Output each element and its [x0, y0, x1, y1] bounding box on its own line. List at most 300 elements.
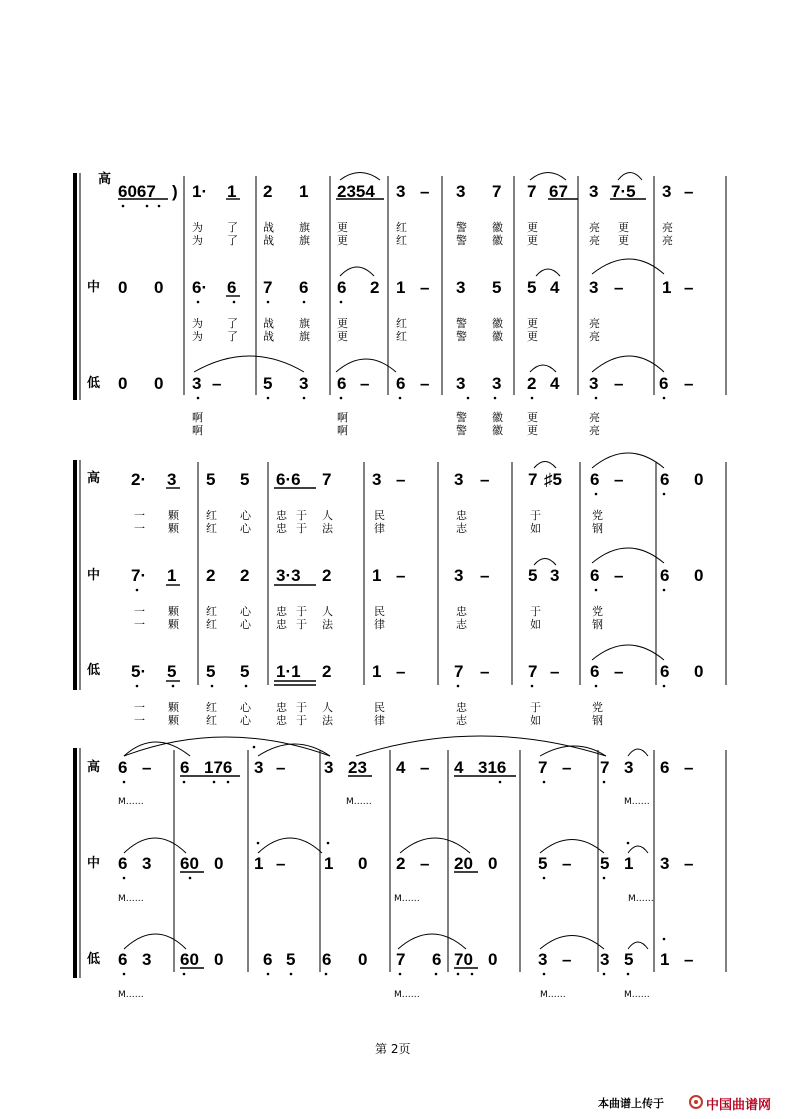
note: 0	[214, 950, 224, 969]
hum-mark: M……	[118, 797, 144, 807]
note: 3	[456, 182, 466, 201]
lyric: 于	[296, 618, 307, 631]
note: 6067	[118, 182, 156, 201]
note: 6	[227, 278, 237, 297]
note: 5	[527, 278, 537, 297]
note: 3	[454, 566, 464, 585]
lyric: 亮	[589, 317, 600, 330]
note: –	[420, 374, 430, 393]
lyric: 徽	[492, 234, 503, 247]
note: 5	[240, 662, 250, 681]
lyric: 忠	[276, 605, 287, 618]
note: 1	[299, 182, 309, 201]
lyric: 亮	[662, 221, 673, 234]
note: 60	[180, 854, 199, 873]
hum-mark: M……	[346, 797, 372, 807]
lyric: 忠	[456, 509, 467, 522]
note: 6	[118, 854, 128, 873]
lyric: 亮	[589, 330, 600, 343]
lyric: 战	[263, 317, 274, 330]
note: )	[172, 182, 178, 201]
lyric: 一	[134, 522, 145, 535]
lyric: 律	[374, 618, 385, 631]
note: –	[614, 374, 624, 393]
lyric: 于	[530, 509, 541, 522]
note: 5	[286, 950, 296, 969]
voice-label-mid: 中	[87, 568, 101, 583]
lyric: 民	[374, 605, 385, 618]
note: 3	[550, 566, 560, 585]
note: 1	[662, 278, 672, 297]
note: 316	[478, 758, 507, 777]
site-name[interactable]: 中国曲谱网	[706, 1098, 772, 1113]
note: 6	[432, 950, 442, 969]
lyric: 警	[456, 221, 467, 234]
note: –	[684, 278, 694, 297]
lyric: 啊	[192, 424, 203, 437]
note: 3	[142, 854, 152, 873]
note: 1	[372, 566, 382, 585]
note: 7	[396, 950, 406, 969]
note: 3	[192, 374, 202, 393]
hum-mark: M……	[118, 990, 144, 1000]
note: 3	[324, 758, 334, 777]
note: 3	[662, 182, 672, 201]
note: 5	[206, 470, 216, 489]
lyric: 更	[337, 234, 348, 247]
note: 3	[254, 758, 264, 777]
lyric: 钢	[592, 522, 603, 535]
note: 23	[348, 758, 367, 777]
note: 3	[624, 758, 634, 777]
note: 0	[118, 374, 128, 393]
lyric: 徽	[492, 424, 503, 437]
note: 5	[528, 566, 538, 585]
lyric: 更	[618, 221, 629, 234]
lyric: 亮	[589, 411, 600, 424]
lyric: 颗	[168, 701, 179, 714]
lyric: 红	[396, 317, 407, 330]
lyric: 钢	[592, 714, 603, 727]
note: 3	[299, 374, 309, 393]
hum-mark: M……	[624, 797, 650, 807]
lyric: 了	[227, 234, 238, 247]
note: 6	[118, 950, 128, 969]
lyric: 人	[322, 701, 333, 714]
note: 1·	[192, 182, 208, 201]
note: 0	[694, 470, 704, 489]
lyric: 志	[456, 618, 467, 631]
note: –	[562, 854, 572, 873]
note: 1	[372, 662, 382, 681]
note: 5	[263, 374, 273, 393]
note: –	[420, 758, 430, 777]
note: 1	[254, 854, 264, 873]
lyric: 更	[337, 317, 348, 330]
lyric: 于	[296, 509, 307, 522]
lyric: 红	[206, 509, 217, 522]
note: 5	[600, 854, 610, 873]
lyric: 红	[206, 605, 217, 618]
lyric: 警	[456, 234, 467, 247]
note: 0	[694, 566, 704, 585]
note: 3	[142, 950, 152, 969]
lyric: 心	[240, 509, 251, 522]
lyric: 颗	[168, 714, 179, 727]
note: 5	[167, 662, 177, 681]
note: –	[684, 374, 694, 393]
lyric: 旗	[299, 317, 310, 330]
lyric: 亮	[589, 424, 600, 437]
note: –	[142, 758, 152, 777]
lyric: 战	[263, 234, 274, 247]
note: 2·	[131, 470, 147, 489]
lyric: 忠	[276, 714, 287, 727]
lyric: 旗	[299, 221, 310, 234]
note: 6	[263, 950, 273, 969]
lyric: 一	[134, 618, 145, 631]
lyric: 了	[227, 221, 238, 234]
note: –	[396, 662, 406, 681]
lyric: 红	[396, 234, 407, 247]
lyric: 为	[192, 221, 203, 234]
lyric: 徽	[492, 221, 503, 234]
lyric: 党	[592, 605, 603, 618]
lyric: 警	[456, 411, 467, 424]
note: 6	[660, 758, 670, 777]
note: –	[562, 758, 572, 777]
note: 7	[322, 470, 332, 489]
note: 1	[324, 854, 334, 873]
note: 67	[549, 182, 568, 201]
note: 4	[396, 758, 406, 777]
note: 1	[624, 854, 634, 873]
lyric: 更	[527, 411, 538, 424]
lyric: 人	[322, 605, 333, 618]
lyric: 于	[296, 714, 307, 727]
note: 7	[454, 662, 464, 681]
lyric: 志	[456, 714, 467, 727]
note: 5	[240, 470, 250, 489]
note: 3	[589, 278, 599, 297]
note: 3	[396, 182, 406, 201]
lyric: 志	[456, 522, 467, 535]
note: 7	[527, 182, 537, 201]
note: 4	[550, 374, 560, 393]
note: –	[360, 374, 370, 393]
lyric: 更	[618, 234, 629, 247]
lyric: 啊	[192, 411, 203, 424]
lyric: 忠	[276, 509, 287, 522]
lyric: 为	[192, 234, 203, 247]
lyric: 党	[592, 701, 603, 714]
note: 176	[204, 758, 233, 777]
hum-mark: M……	[394, 894, 420, 904]
lyric: 颗	[168, 605, 179, 618]
note: 6	[337, 278, 347, 297]
lyric: 红	[206, 701, 217, 714]
note: 0	[358, 950, 368, 969]
lyric: 为	[192, 330, 203, 343]
hum-mark: M……	[540, 990, 566, 1000]
note: 0	[154, 374, 164, 393]
note: 1	[396, 278, 406, 297]
note: 0	[694, 662, 704, 681]
note: –	[684, 854, 694, 873]
note: 60	[180, 950, 199, 969]
note: –	[480, 662, 490, 681]
note: 6	[322, 950, 332, 969]
voice-label-mid: 中	[87, 856, 101, 871]
note: 6	[590, 566, 600, 585]
note: 3	[167, 470, 177, 489]
lyric: 于	[296, 701, 307, 714]
lyric: 警	[456, 330, 467, 343]
note: 6	[299, 278, 309, 297]
note: 3	[456, 374, 466, 393]
lyric: 忠	[276, 618, 287, 631]
note: 6	[660, 662, 670, 681]
note: 3	[456, 278, 466, 297]
note: –	[684, 950, 694, 969]
note: –	[420, 854, 430, 873]
lyric: 战	[263, 330, 274, 343]
note: –	[614, 662, 624, 681]
note: 2	[263, 182, 273, 201]
lyric: 更	[527, 234, 538, 247]
note: 1·1	[276, 662, 301, 681]
lyric: 更	[527, 424, 538, 437]
lyric: 了	[227, 330, 238, 343]
lyric: 啊	[337, 424, 348, 437]
lyric: 如	[530, 522, 541, 535]
note: 3	[538, 950, 548, 969]
note: 2	[527, 374, 537, 393]
lyric: 钢	[592, 618, 603, 631]
lyric: 战	[263, 221, 274, 234]
lyric: 心	[240, 618, 251, 631]
lyric: 于	[296, 522, 307, 535]
note: 3·3	[276, 566, 301, 585]
note: 6	[660, 470, 670, 489]
lyric: 亮	[662, 234, 673, 247]
hum-mark: M……	[628, 894, 654, 904]
note: 20	[454, 854, 473, 873]
note: 3	[372, 470, 382, 489]
note: 4	[454, 758, 464, 777]
note: 7	[492, 182, 502, 201]
lyric: 一	[134, 509, 145, 522]
lyric: 徽	[492, 330, 503, 343]
note: 2	[206, 566, 216, 585]
note: 0	[154, 278, 164, 297]
note: 6·	[192, 278, 208, 297]
lyric: 律	[374, 714, 385, 727]
lyric: 心	[240, 522, 251, 535]
note: 6	[590, 470, 600, 489]
lyric: 一	[134, 701, 145, 714]
note: ♯5	[544, 470, 562, 489]
note: 6	[590, 662, 600, 681]
note: 5·	[131, 662, 147, 681]
voice-label-high: 高	[87, 760, 101, 775]
lyric: 律	[374, 522, 385, 535]
lyric: 法	[322, 618, 333, 631]
note: 5	[492, 278, 502, 297]
note: 3	[589, 182, 599, 201]
note: –	[684, 182, 694, 201]
lyric: 法	[322, 522, 333, 535]
note: 7	[528, 662, 538, 681]
note: 4	[550, 278, 560, 297]
lyric: 警	[456, 317, 467, 330]
note: 7	[600, 758, 610, 777]
lyric: 人	[322, 509, 333, 522]
note: 6	[118, 758, 128, 777]
lyric: 更	[527, 221, 538, 234]
note: 6·6	[276, 470, 301, 489]
note: 3	[454, 470, 464, 489]
note: 7·	[131, 566, 147, 585]
note: 5	[206, 662, 216, 681]
note: –	[480, 470, 490, 489]
note: 70	[454, 950, 473, 969]
note: 1	[227, 182, 237, 201]
lyric: 于	[530, 605, 541, 618]
lyric: 一	[134, 714, 145, 727]
lyric: 警	[456, 424, 467, 437]
lyric: 更	[527, 317, 538, 330]
lyric: 旗	[299, 330, 310, 343]
lyric: 了	[227, 317, 238, 330]
lyric: 更	[337, 330, 348, 343]
note: 2	[370, 278, 380, 297]
lyric: 心	[240, 605, 251, 618]
lyric: 忠	[276, 701, 287, 714]
lyric: 心	[240, 701, 251, 714]
note: 7	[538, 758, 548, 777]
voice-label-high: 高	[87, 471, 101, 486]
note: 2	[322, 566, 332, 585]
lyric: 于	[530, 701, 541, 714]
hum-mark: M……	[394, 990, 420, 1000]
note: –	[420, 278, 430, 297]
lyric: 旗	[299, 234, 310, 247]
lyric: 如	[530, 714, 541, 727]
lyric: 亮	[589, 221, 600, 234]
note: 6	[396, 374, 406, 393]
lyric: 颗	[168, 509, 179, 522]
lyric: 颗	[168, 618, 179, 631]
note: 2	[396, 854, 406, 873]
voice-label-high: 高	[98, 172, 112, 187]
lyric: 更	[337, 221, 348, 234]
lyric: 忠	[456, 701, 467, 714]
page-number: 第 2页	[375, 1042, 411, 1056]
note: 0	[358, 854, 368, 873]
hum-mark: M……	[624, 990, 650, 1000]
note: 1	[167, 566, 177, 585]
voice-label-low: 低	[87, 663, 101, 678]
lyric: 如	[530, 618, 541, 631]
note: 6	[660, 566, 670, 585]
lyric: 于	[296, 605, 307, 618]
upload-note: 本曲谱上传于	[598, 1097, 664, 1110]
lyric: 颗	[168, 522, 179, 535]
lyric: 红	[206, 522, 217, 535]
lyric: 一	[134, 605, 145, 618]
voice-label-mid: 中	[87, 280, 101, 295]
note: 1	[660, 950, 670, 969]
hum-mark: M……	[118, 894, 144, 904]
note: 6	[180, 758, 190, 777]
voice-label-low: 低	[87, 952, 101, 967]
note: 5	[538, 854, 548, 873]
lyric: 红	[206, 618, 217, 631]
note: –	[550, 662, 560, 681]
lyric: 更	[527, 330, 538, 343]
lyric: 亮	[589, 234, 600, 247]
note: –	[396, 470, 406, 489]
note: 0	[214, 854, 224, 873]
note: –	[396, 566, 406, 585]
lyric: 红	[396, 330, 407, 343]
lyric: 为	[192, 317, 203, 330]
note: –	[562, 950, 572, 969]
note: 0	[488, 950, 498, 969]
note: 3	[600, 950, 610, 969]
lyric: 啊	[337, 411, 348, 424]
note: 2354	[337, 182, 375, 201]
note: –	[614, 278, 624, 297]
lyric: 红	[396, 221, 407, 234]
note: 0	[488, 854, 498, 873]
lyric: 忠	[276, 522, 287, 535]
note: –	[420, 182, 430, 201]
lyric: 民	[374, 701, 385, 714]
lyric: 忠	[456, 605, 467, 618]
lyric: 徽	[492, 317, 503, 330]
lyric: 徽	[492, 411, 503, 424]
note: –	[684, 758, 694, 777]
note: –	[212, 374, 222, 393]
note: 6	[659, 374, 669, 393]
lyric: 民	[374, 509, 385, 522]
note: 6	[337, 374, 347, 393]
site-logo-icon	[690, 1096, 702, 1108]
voice-label-low: 低	[87, 376, 101, 391]
note: 5	[624, 950, 634, 969]
note: 0	[118, 278, 128, 297]
note: –	[614, 566, 624, 585]
note: –	[614, 470, 624, 489]
note: –	[480, 566, 490, 585]
lyric: 心	[240, 714, 251, 727]
note: –	[276, 854, 286, 873]
note: 2	[322, 662, 332, 681]
note: 7	[528, 470, 538, 489]
note: 2	[240, 566, 250, 585]
note: 3	[492, 374, 502, 393]
note: 3	[589, 374, 599, 393]
lyric: 红	[206, 714, 217, 727]
lyric: 法	[322, 714, 333, 727]
lyric: 党	[592, 509, 603, 522]
note: –	[276, 758, 286, 777]
note: 7·5	[611, 182, 636, 201]
note: 3	[660, 854, 670, 873]
note: 7	[263, 278, 273, 297]
